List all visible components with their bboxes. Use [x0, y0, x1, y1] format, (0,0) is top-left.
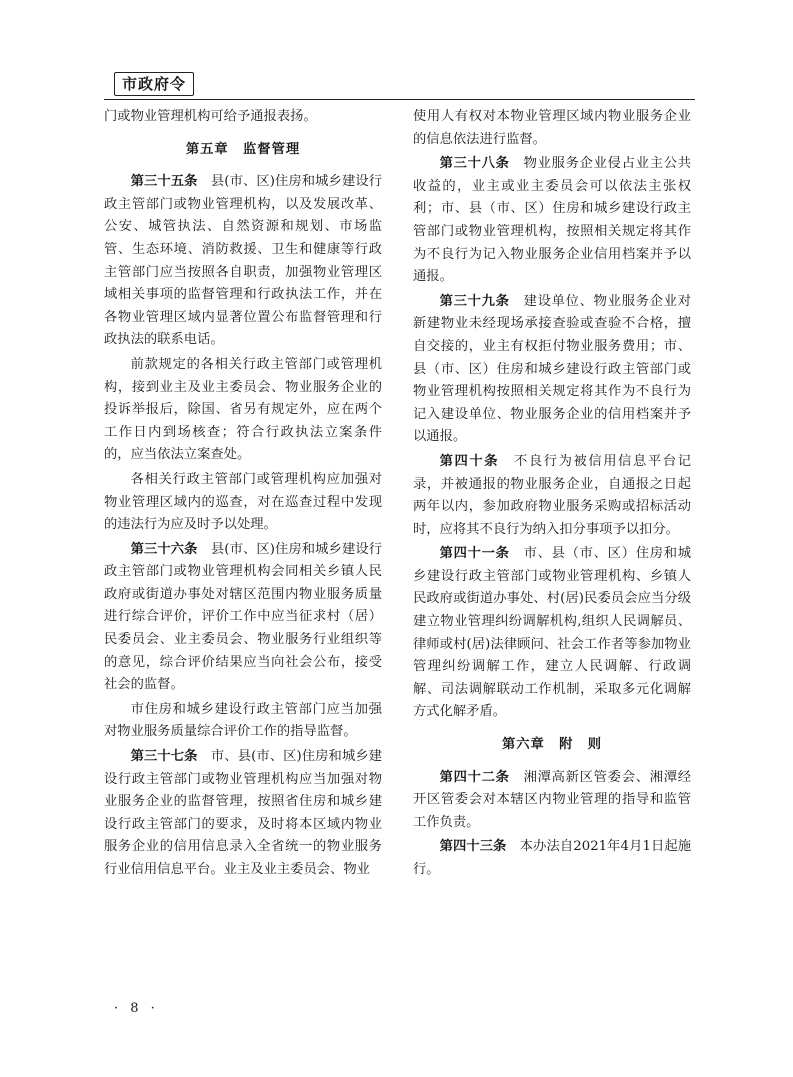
article-text: 县(市、区)住房和城乡建设行政主管部门或物业管理机构会同相关乡镇人民政府或街道办事处对辖区范围内物业服务质量进行综合评价，评价工作中应当征求村（居）民委员会、业主委员会、物业服务行业组织等的意见，综合评价结果应当向社会公布，接受社会的监督。 [104, 541, 383, 693]
article-title: 第四十二条 [439, 769, 510, 785]
article-37 [104, 746, 382, 882]
article-39 [413, 291, 691, 449]
right-column [413, 106, 691, 884]
article-text: 物业服务企业侵占业主公共收益的，业主或业主委员会可以依法主张权利；市、县（市、区）住房和城乡建设行政主管部门或物业管理机构，按照相关规定将其作为不良行为记入物业服务企业信用档案并予以通报。 [413, 156, 692, 285]
article-42 [413, 767, 691, 835]
article-38 [413, 153, 691, 289]
article-43 [413, 836, 691, 881]
article-title: 第三十八条 [439, 156, 510, 172]
article-title: 第四十一条 [439, 546, 510, 562]
chapter-heading: 第六章 附 则 [501, 737, 603, 753]
article-title: 第四十三条 [439, 839, 507, 855]
article-text: 市、县(市、区)住房和城乡建设行政主管部门或物业管理机构应当加强对物业服务企业的监督管理，按照省住房和城乡建设行政主管部门的要求，及时将本区域内物业服务企业的信用信息录入全省统一的物业服务行业信用信息平台。业主及业主委员会、物业 [104, 749, 383, 877]
paragraph: 使用人有权对本物业管理区域内物业服务企业的信息依法进行监督。 [413, 109, 691, 147]
header-tag: 市政府令 [114, 72, 194, 96]
article-title: 第三十六条 [130, 541, 198, 557]
article-title: 第四十条 [439, 453, 500, 469]
article-title: 第三十七条 [130, 749, 198, 765]
header-rule [104, 99, 695, 100]
article-40 [413, 451, 691, 541]
paragraph: 前款规定的各相关行政主管部门或管理机构，接到业主及业主委员会、物业服务企业的投诉举报后，除国、省另有规定外，应在两个工作日内到场核查；符合行政执法立案条件的，应当依法立案查处。 [104, 356, 382, 463]
chapter-heading: 第五章 监督管理 [185, 141, 301, 157]
article-text: 本办法自2021年4月1日起施行。 [413, 839, 692, 877]
article-title: 第三十九条 [439, 293, 510, 309]
article-41 [413, 543, 691, 724]
article-text: 建设单位、物业服务企业对新建物业未经现场承接查验或查验不合格，擅自交接的，业主有权拒付物业服务费用；市、县（市、区）住房和城乡建设行政主管部门或物业管理机构按照相关规定将其作为不良行为记入建设单位、物业服务企业的信用档案并予以通报。 [413, 293, 692, 445]
paragraph: 门或物业管理机构可给予通报表扬。 [104, 109, 317, 124]
article-36 [104, 539, 382, 697]
article-text: 市、县（市、区）住房和城乡建设行政主管部门或物业管理机构、乡镇人民政府或街道办事处、村(居)民委员会应当分级建立物业管理纠纷调解机构,组织人民调解员、律师或村(居)法律顾问、社会工作者等参加物业管理纠纷调解工作，建立人民调解、行政调解、司法调解联动工作机制，采取多元化调解方式化解矛盾。 [413, 546, 692, 720]
paragraph: 市住房和城乡建设行政主管部门应当加强对物业服务质量综合评价工作的指导监督。 [104, 701, 382, 740]
article-title: 第三十五条 [130, 174, 198, 190]
article-text: 湘潭高新区管委会、湘潭经开区管委会对本辖区内物业管理的指导和监管工作负责。 [413, 769, 692, 830]
paragraph: 各相关行政主管部门或管理机构应加强对物业管理区域内的巡查，对在巡查过程中发现的违法行为应及时予以处理。 [104, 471, 382, 533]
left-column [104, 106, 382, 884]
article-text: 县(市、区)住房和城乡建设行政主管部门或物业管理机构，以及发展改革、公安、城管执法、自然资源和规划、市场监管、生态环境、消防救援、卫生和健康等行政主管部门应当按照各自职责，加强物业管理区域相关事项的监督管理和行政执法工作，并在各物业管理区域内显著位置公布监督管理和行政执法的联系电话。 [104, 174, 383, 348]
page-number: · 8 · [114, 1001, 159, 1016]
article-text: 不良行为被信用信息平台记录，并被通报的物业服务企业，自通报之日起两年以内，参加政府物业服务采购或招标活动时，应将其不良行为纳入扣分事项予以扣分。 [413, 453, 692, 537]
article-35 [104, 171, 382, 352]
